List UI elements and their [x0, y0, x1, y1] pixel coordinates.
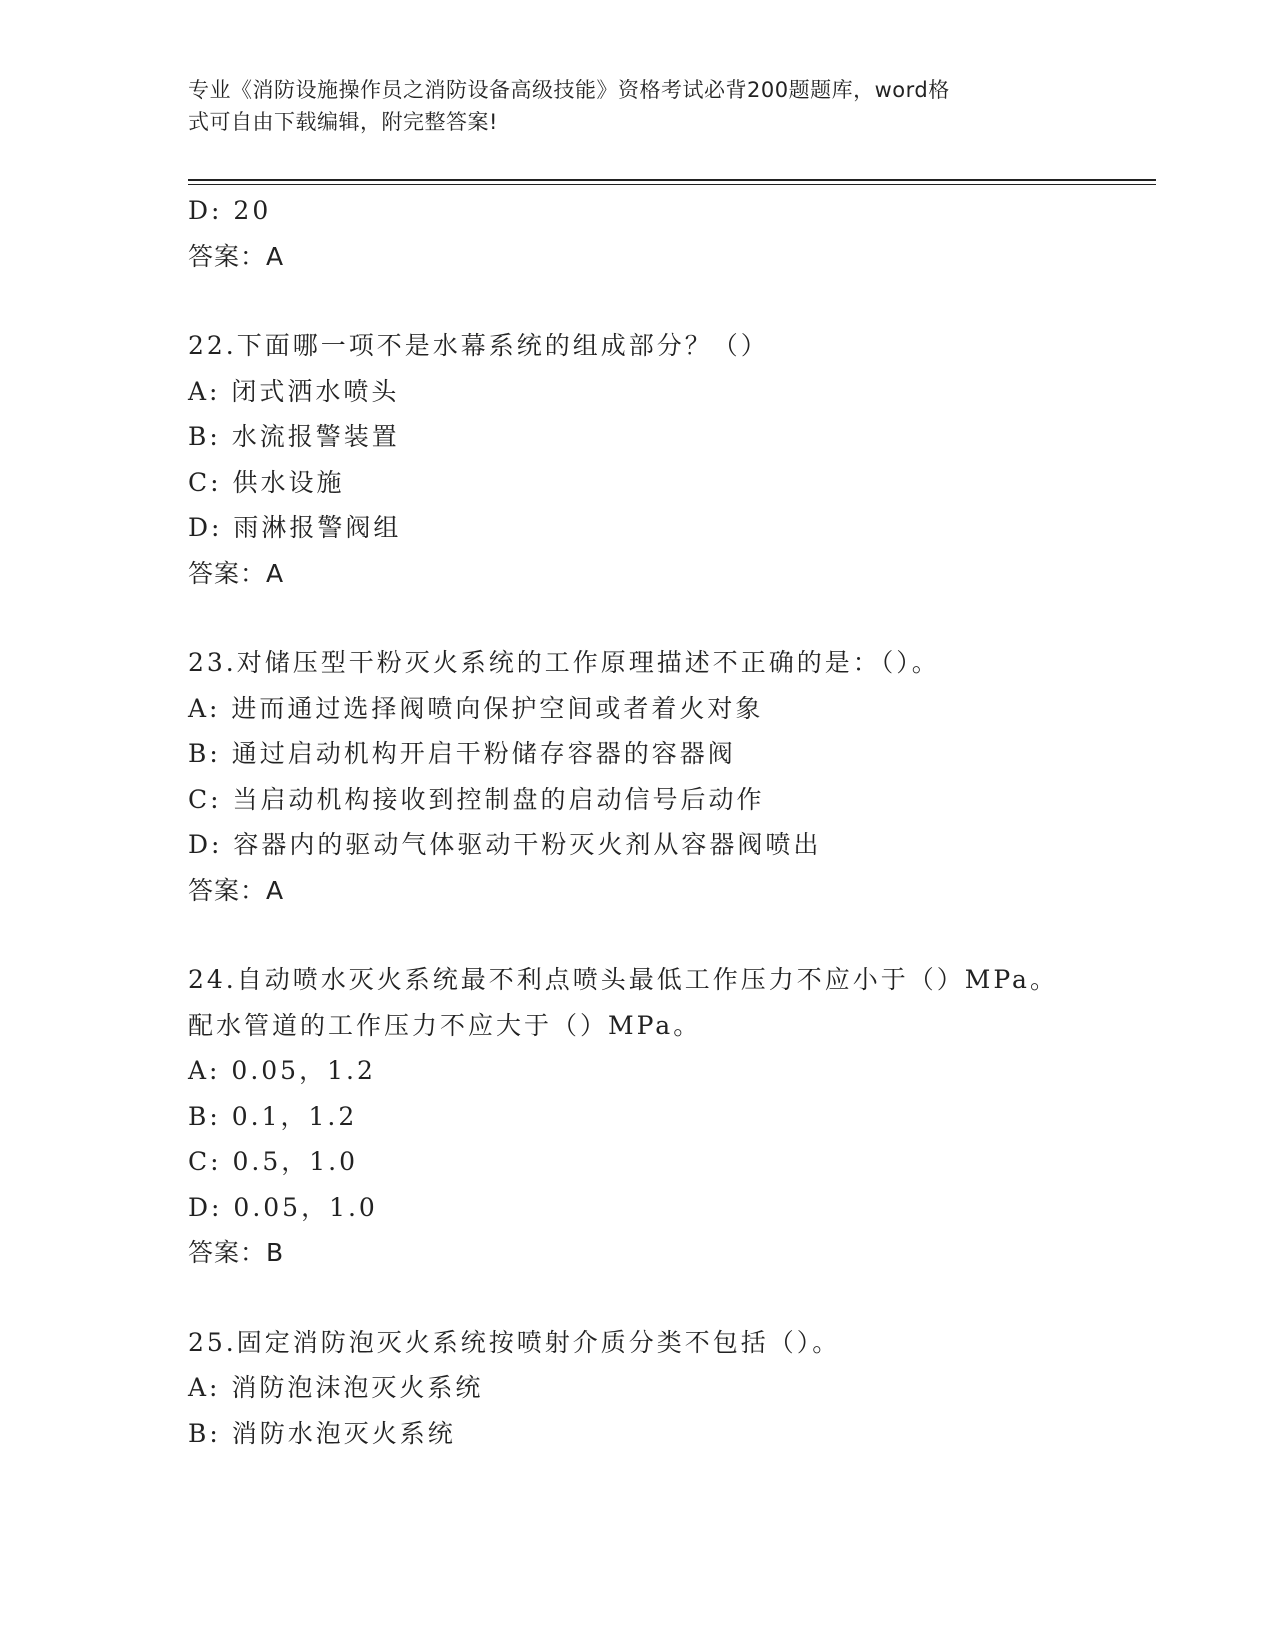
option-d: D: 容器内的驱动气体驱动干粉灭火剂从容器阀喷出	[188, 830, 822, 859]
question-text: 24.自动喷水灭火系统最不利点喷头最低工作压力不应小于（）MPa。	[188, 965, 1058, 994]
option-a: A: 0.05，1.2	[188, 1056, 376, 1085]
option-b: B: 通过启动机构开启干粉储存容器的容器阀	[188, 739, 736, 768]
option-a: A: 闭式洒水喷头	[188, 376, 400, 406]
option-d: D: 0.05，1.0	[188, 1192, 378, 1222]
answer-line: 答案：A	[188, 558, 285, 588]
option-b: B: 消防水泡灭火系统	[188, 1418, 456, 1448]
question-25	[188, 1320, 1156, 1457]
header-divider-thin	[188, 184, 1156, 185]
question-22	[188, 323, 1156, 596]
question-text-continued: 配水管道的工作压力不应大于（）MPa。	[188, 1010, 702, 1040]
option-b: B: 0.1，1.2	[188, 1101, 358, 1131]
option-d: D: 雨淋报警阀组	[188, 513, 402, 542]
option-a: A: 消防泡沫泡灭火系统	[188, 1373, 484, 1402]
header-title-line-2: 式可自由下载编辑，附完整答案!	[188, 110, 498, 134]
header-title-line-1: 专业《消防设施操作员之消防设备高级技能》资格考试必背200题题库，word格	[188, 78, 950, 102]
question-text: 23.对储压型干粉灭火系统的工作原理描述不正确的是：（）。	[188, 648, 940, 677]
option-c: C: 0.5，1.0	[188, 1147, 359, 1176]
option-c: C: 当启动机构接收到控制盘的启动信号后动作	[188, 784, 765, 814]
question-text: 25.固定消防泡灭火系统按喷射介质分类不包括（）。	[188, 1327, 841, 1357]
previous-question-tail	[188, 188, 1156, 279]
answer-line: 答案：A	[188, 241, 285, 271]
header-divider-thick	[188, 179, 1156, 181]
document-header	[188, 74, 1068, 138]
question-24	[188, 957, 1156, 1276]
question-text: 22.下面哪一项不是水幕系统的组成部分？（）	[188, 331, 769, 360]
question-list	[188, 188, 1156, 1456]
answer-line: 答案：A	[188, 875, 285, 905]
option-c: C: 供水设施	[188, 467, 345, 497]
option-b: B: 水流报警装置	[188, 422, 400, 451]
option-a: A: 进而通过选择阀喷向保护空间或者着火对象	[188, 693, 764, 723]
option-d: D: 20	[188, 196, 272, 225]
question-23	[188, 640, 1156, 913]
answer-line: 答案：B	[188, 1238, 285, 1267]
